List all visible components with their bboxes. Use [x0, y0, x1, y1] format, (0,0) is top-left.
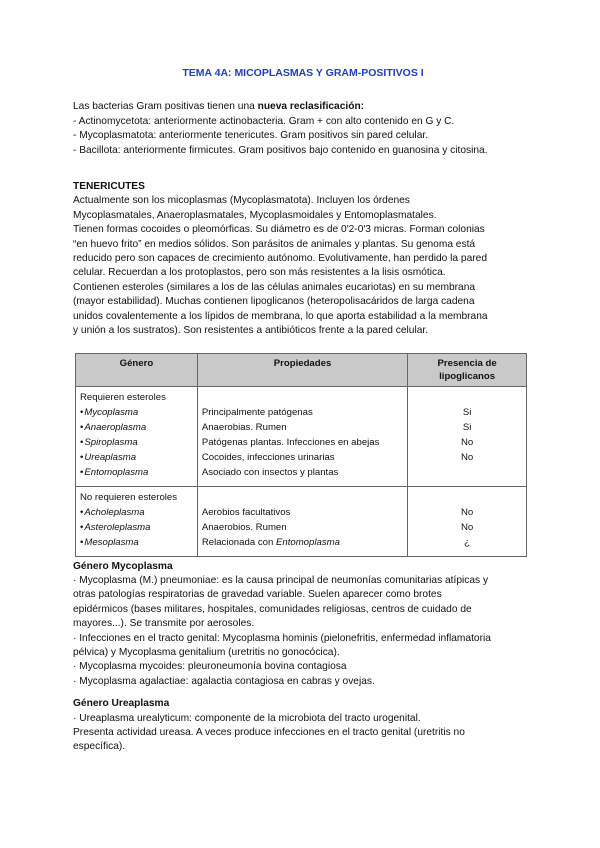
header-genus: Género — [76, 353, 198, 386]
genus-property: Anaerobias. Rumen — [197, 420, 407, 435]
intro-item: - Actinomycetota: anteriormente actinobacteria. Gram + con alto contenido en G y C. — [73, 115, 455, 127]
paragraph-line: reducido pero son capaces de crecimiento autónomo. Evolutivamente, han perdido la pared — [73, 253, 487, 265]
genus-name: Anaeroplasma — [84, 421, 147, 433]
paragraph-line: específica). — [73, 741, 126, 753]
paragraph-line: unidos covalentemente a los lípidos de membrana, lo que aporta estabilidad a la membrana — [73, 310, 488, 322]
paragraph-line: mayores...). Se transmite por aerosoles. — [73, 618, 255, 630]
intro-lead — [73, 100, 533, 114]
tenericutes-heading: TENERICUTES — [73, 181, 145, 193]
intro-item: - Mycoplasmatota: anteriormente tenericutes. Gram positivos sin pared celular. — [73, 130, 429, 142]
table-row — [76, 520, 527, 535]
paragraph-line: · Mycoplasma agalactiae: agalactia contagiosa en cabras y ovejas. — [73, 675, 375, 687]
genus-property: Anaerobios. Rumen — [197, 520, 407, 535]
intro-item: - Bacillota: anteriormente firmicutes. Gram positivos bajo contenido en guanosina y citosina. — [73, 144, 488, 156]
intro-section — [73, 100, 533, 158]
paragraph-line: Contienen esteroles (similares a los de las células animales eucariotas) en su membrana — [73, 281, 476, 293]
lipo-value: No — [408, 520, 527, 535]
paragraph-line: (mayor estabilidad). Muchas contienen lipoglicanos (heteropolisacáridos de larga cadena — [73, 296, 475, 308]
genus-name: Spiroplasma — [84, 436, 138, 448]
paragraph-line: Presenta actividad ureasa. A veces produce infecciones en el tracto genital (uretritis no — [73, 726, 465, 738]
paragraph-line: Actualmente son los micoplasmas (Mycoplasmatota). Incluyen los órdenes — [73, 195, 410, 207]
genus-name: Mesoplasma — [84, 536, 139, 548]
paragraph-line: otras patologías respiratorias de gravedad variable. Suelen aparecer como brotes — [73, 589, 442, 601]
ureaplasma-heading: Género Ureaplasma — [73, 698, 170, 710]
paragraph-line: Tienen formas cocoides o pleomórficas. Su diámetro es de 0'2-0'3 micras. Forman colonias — [73, 224, 485, 236]
lipo-value: No — [408, 450, 527, 465]
paragraph-line: pélvica) y Mycoplasma genitalium (uretritis no gonocócica). — [73, 646, 340, 658]
paragraph-line: “en huevo frito” en medios sólidos. Son parásitos de animales y plantas. Su genoma está — [73, 238, 476, 250]
group-label: Requieren esteroles — [76, 386, 198, 405]
genus-property: Principalmente patógenas — [197, 405, 407, 420]
paragraph-line: Mycoplasmatales, Anaeroplasmatales, Mycoplasmoidales y Entomoplasmatales. — [73, 209, 437, 221]
table-header-row — [76, 353, 527, 386]
genus-table — [75, 353, 527, 557]
page-title: TEMA 4A: MICOPLASMAS Y GRAM-POSITIVOS I — [182, 67, 424, 79]
table-row — [76, 405, 527, 420]
table-row — [76, 505, 527, 520]
genus-name: Asteroleplasma — [84, 521, 151, 533]
paragraph-line: y unión a los sustratos). Son resistentes a antibióticos frente a la pared celular. — [73, 325, 429, 337]
genus-property: Relacionada con Entomoplasma — [197, 535, 407, 557]
lipo-value: Si — [408, 405, 527, 420]
table-row — [76, 486, 527, 505]
lipo-value: No — [408, 435, 527, 450]
genus-name: Acholeplasma — [84, 506, 145, 518]
genus-name: Mycoplasma — [84, 406, 139, 418]
mycoplasma-heading: Género Mycoplasma — [73, 560, 173, 572]
intro-lead-text: Las bacterias Gram positivas tienen una — [73, 101, 258, 113]
genus-property: Patógenas plantas. Infecciones en abejas — [197, 435, 407, 450]
paragraph-line: · Infecciones en el tracto genital: Mycoplasma hominis (pielonefritis, enfermedad inflamatoria — [73, 632, 491, 644]
ureaplasma-section — [73, 697, 533, 755]
genus-property: Cocoides, infecciones urinarias — [197, 450, 407, 465]
group-label: No requieren esteroles — [76, 486, 198, 505]
paragraph-line: · Mycoplasma mycoides: pleuroneumonía bovina contagiosa — [73, 661, 347, 673]
paragraph-line: epidérmicos (bases militares, hospitales, comunidades religiosas, centros de cuidado de — [73, 603, 472, 615]
paragraph-line: · Ureaplasma urealyticum: componente de la microbiota del tracto urogenital. — [73, 712, 421, 724]
table-row — [76, 465, 527, 487]
genus-name: Ureaplasma — [84, 451, 137, 463]
tenericutes-section — [73, 180, 533, 338]
document-page — [73, 66, 533, 755]
header-lipoglycans: Presencia de lipoglicanos — [408, 353, 527, 386]
paragraph-line: · Mycoplasma (M.) pneumoniae: es la causa principal de neumonías comunitarias atípicas y — [73, 574, 489, 586]
table-row — [76, 535, 527, 557]
mycoplasma-section — [73, 560, 533, 690]
genus-property: Asociado con insectos y plantas — [197, 465, 407, 487]
lipo-value: No — [408, 505, 527, 520]
genus-property: Aerobios facultativos — [197, 505, 407, 520]
header-properties: Propiedades — [197, 353, 407, 386]
genus-name: Entomoplasma — [84, 466, 149, 478]
table-row — [76, 450, 527, 465]
intro-lead-colon: : — [360, 101, 365, 113]
lipo-value: ¿ — [408, 535, 527, 557]
table-row — [76, 435, 527, 450]
table-row — [76, 420, 527, 435]
lipo-value: Si — [408, 420, 527, 435]
table-row — [76, 386, 527, 405]
paragraph-line: celular. Recuerdan a los protoplastos, pero son más resistentes a la lisis osmótica. — [73, 267, 446, 279]
lipo-value — [408, 465, 527, 487]
intro-lead-bold: nueva reclasificación — [257, 101, 361, 113]
